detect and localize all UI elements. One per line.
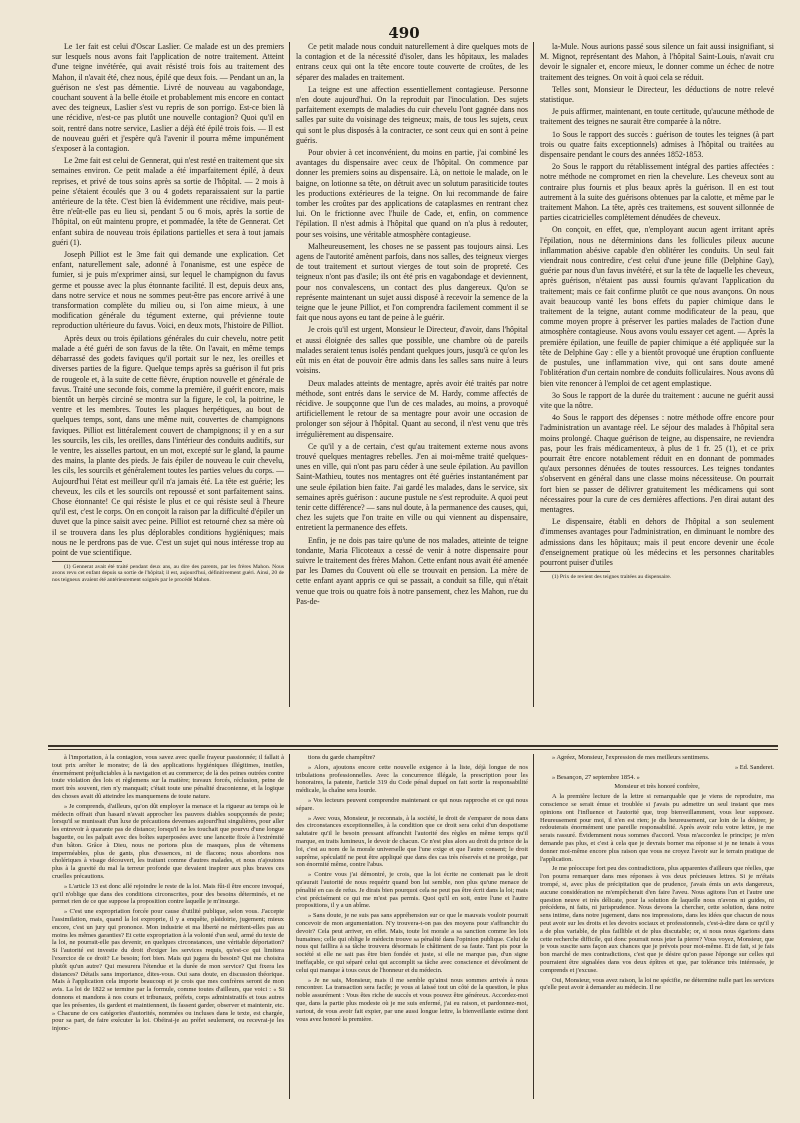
paragraph: 1o Sous le rapport des succès : guérison de toutes les teignes (à part trois ou quatre faits exceptionnels) admises à l'hôpital ou traitées au dispensaire pendant le cours des années 1852-1853. xyxy=(540,129,774,160)
section-rule xyxy=(48,749,778,750)
paragraph: A la première lecture de la lettre si remarquable que je viens de reproduire, ma conscience se serait émue et troublée si j'avais pu admettre un seul instant que mes opinions ont l'influence et l'autorité que, trop bienveillamment, vous leur supposez. Heureusement pour moi, il n'en est rien; je dis heureusement, car loin de la désirer, je redouterais énormément une pareille responsabilité. Après avoir relu votre lettre, je me serais rassuré. Évidemment nous sommes d'accord. Vous m'accordez le principe; je m'en demande pas plus, et c'est à cela que je devrais borner ma réponse si je ne tenais à vous donner moi-même encore plus raison que vous ne croyez l'avoir sur le terrain pratique de l'application. xyxy=(540,793,774,863)
paragraph: » Contre vous j'ai démontré, je crois, que la loi écrite ne contenait pas le droit qu'aurait l'autorité de nous requérir quand bon lui semble, non plus qu'une menace de pénalité en cas de refus. Je dirais bien pourquoi cela ne peut pas être écrit dans la loi; mais c'est précisément ce qui me m'est pas permis. Quoi qu'il en soit, entre l'une et l'autre propositions, il y a un abîme. xyxy=(296,871,528,910)
section-rule xyxy=(48,745,778,747)
paragraph: La teigne est une affection essentiellement contagieuse. Personne n'en doute aujourd'hui. On la reproduit par l'inoculation. Des sujets parfaitement exempts de maladies du cuir chevelu l'ont gagnée dans nos salles par suite du voisinage des teigneux; mais, de tous les sujets, ceux qui sont le plus disposés à la contracter, ce sont ceux qui en sont à peine guéris. xyxy=(296,84,528,145)
top-column-2 xyxy=(296,42,528,700)
paragraph: » Je comprends, d'ailleurs, qu'on dût employer la menace et la rigueur au temps où le médecin offrait d'un hasard n'avait approcher les pauvres diables soupçonnés de peste; lorsqu'il se munissait d'un luxe de précautions devenues aujourd'hui singulières, pour aller les entrevoir à quarante pas de distance; lorsqu'il ne les touchait que pourvu d'une longue baguette, ou les palpait avec des boîtes superposées avec une lancette fixée à l'extrémité d'un bâton. Grâce à Dieu, nous ne portons plus de masques, plus de vêtemens imperméables, plus de gants, plus d'essences, ni de flacons; nous abordons nos cholériques à visage découvert, les traitant comme d'autres malades, et nous n'ajoutons plus à la gravité du mal la terreur profonde que devaient inspirer aux plus braves ces cruelles précautions. xyxy=(52,802,284,880)
paragraph: Je puis affirmer, maintenant, en toute certitude, qu'aucune méthode de traitement des teignes ne saurait être comparée à la nôtre. xyxy=(540,107,774,127)
paragraph: Malheureusement, les choses ne se passent pas toujours ainsi. Les agens de l'autorité amènent parfois, dans nos salles, des teigneux vierges de tout traitement et surtout vierges de tout soin de propreté. Ces teigneux n'ont pas d'asile; ils ont été pris en vagabondage et deviennent, pour nos convalescens, un contact des plus dangereux. Qu'on se représente maintenant un sujet aussi disposé à recevoir la semence de la teigne que le jeune Pilliot, et l'on comprendra facilement comment il se fait que nous ayons eu tant de peine à le guérir. xyxy=(296,241,528,323)
footnote: (1) Prix de revient des teignes traitées au dispensaire. xyxy=(552,574,672,581)
column-divider xyxy=(289,42,290,707)
paragraph: 3o Sous le rapport de la durée du traitement : aucune ne guérit aussi vite que la nôtre. xyxy=(540,390,774,410)
signature: » Ed. Sanderet. xyxy=(734,763,774,771)
paragraph: Enfin, je ne dois pas taire qu'une de nos malades, atteinte de teigne tondante, Maria Flicoteaux a cessé de venir à notre dispensaire pour suivre le traitement des frères Mahon. Cette enfant nous avait été amenée par les Dames du Couvent où elle se trouvait en pension. La mère de cette enfant ayant appris ce qui se passait, a conduit sa fille, qui n'était venue que trois ou quatre fois à notre pansement, chez les Mahon, rue du Pas-de- xyxy=(296,535,528,606)
paragraph: Deux malades atteints de mentagre, après avoir été traités par notre méthode, sont entrés dans le service de M. Hardy, comme affectés de récidive. Je soupçonne que l'un de ces malades, au moins, a provoqué artificiellement le retour de sa mentagre pour avoir une occasion de prolonger son séjour à l'hôpital. Quant au second, il n'est venu que très irrégulièrement au dispensaire. xyxy=(296,378,528,439)
column-divider xyxy=(533,754,534,1099)
paragraph: » Agréez, Monsieur, l'expression de mes meilleurs sentimens. xyxy=(552,754,710,761)
paragraph: à l'importation, à la contagion, vous savez avec quelle frayeur passionnée; il fallait à tout prix arrêter le monstre; de là des applications hygiéniques illégitimes, inutiles, énormément préjudiciables à la navigation et au commerce; de là des peines outrées contre toute violation des lois et règlemens sur la matière; travaux forcés, réclusion, peine de mort très souvent, rien n'y manquait; c'était toute une pénalité draconienne, et la logique des choses avait dû atteindre les manquemens de toute nature. xyxy=(52,754,284,800)
paragraph: la-Mule. Nous aurions passé sous silence un fait aussi insignifiant, si M. Mignot, représentant des Mahon, à l'hôpital Saint-Louis, n'avait cru devoir le signaler et, encore mieux, le donner comme un échec de notre traitement des teignes. On voit à quoi cela se réduit. xyxy=(540,42,774,82)
bottom-column-1 xyxy=(52,754,284,1099)
paragraph: Ce qu'il y a de certain, c'est qu'au traitement externe nous avons trouvé quelques mentagres rebelles. J'en ai moi-même traité quelques-unes en ville, qui n'ont pas paru céder à une seule épilation. Au pavillon Saint-Mathieu, toutes nos mentagres ont été guéries instantanément par une seule épilation bien faite. J'ai gardé les malades, dans le service, six semaines après guérison : aucune pustule ne s'est reproduite. A quoi peut tenir cette différence? — sans nul doute, à la permanence des causes, qui, chez les sujets que l'on traite en ville ou qui viennent au dispensaire, entretient la permanence des effets. xyxy=(296,441,528,533)
column-divider xyxy=(533,42,534,707)
paragraph: Oui, Monsieur, vous avez raison, la loi ne spécifie, ne détermine nulle part les services qu'elle peut avoir à demander au médecin. Il ne xyxy=(540,976,774,992)
dateline: » Besançon, 27 septembre 1854. » xyxy=(552,773,640,781)
paragraph: Joseph Pilliot est le 3me fait qui demande une explication. Cet enfant, naturellement sale, adonné à l'onanisme, est une espèce de fumier, si je puis m'exprimer ainsi, sur lequel le champignon du favus germe et pousse avec la plus étonnante facilité. Il est, depuis deux ans, dans notre service et nous ne sommes peut-être pas encore arrivé à une transformation complète du milieu ou, si l'on aime mieux, à une modification générale du tégument externe, qui prévienne toute reproduction ultérieure du favus. Voici, en deux mots, l'histoire de Pilliot. xyxy=(52,250,284,331)
paragraph: » Je ne sais, Monsieur, mais il me semble qu'ainsi nous sommes arrivés à nous rencontrer. La transaction sera facile; je vous ai laissé tout un côté de la question, le plus noble assurément : Vous êtes riche de succès et vous pouvez être généreux. Accordez-moi que, dans la partie plus modeste où je me suis enfermé, j'ai eu raison, et pardonnez-moi, surtout, de vous avoir fait expier, par une aussi longue lettre, la bienveillante estime dont vous avez honoré la première. xyxy=(296,976,528,1023)
top-column-1 xyxy=(52,42,284,700)
paragraph: » Avec vous, Monsieur, je reconnais, à la société, le droit de s'emparer de nous dans des circonstances exceptionnelles, à la condition que ce droit sera celui d'un despotisme salutaire qu'il le besoin pressant affranchit l'autorité des règles en même temps qu'il marque, en traits lumineux, le devoir de chacun. Ce n'est plus alors au droit du prince de la loi, c'est au nom de la morale universelle que l'une exige et que l'autre consent; le droit suprême, spéculatif ne peut être appliqué que dans des cas très réservés et ne protège, par son énormité même, contre l'abus. xyxy=(296,814,528,869)
paragraph: Le 1er fait est celui d'Oscar Laslier. Ce malade est un des premiers sur lesquels nous avons fait l'application de notre traitement. Atteint d'une teigne invétérée, qui avait résisté trois fois au traitement des Mahon, il n'avait été, chez nous, épilé que deux fois. — Pendant un an, la guérison ne s'est pas démentie. Livré de nouveau au vagabondage, couchant souvent à la belle étoile et probablement mis encore en contact avec des teigneux, Laslier s'est vu repris de son porrigo. Est-ce bien là une récidive, n'est-ce pas plutôt une nouvelle contagion? Quoi qu'il en soit, rentré dans notre service, Laslier a déjà été épilé trois fois. — Il est de nouveau guéri et j'espère qu'à l'avenir il pourra même impunément s'exposer à la contagion. xyxy=(52,42,284,154)
paragraph: On conçoit, en effet, que, n'employant aucun agent irritant après l'épilation, nous ne déterminions dans les follicules pileux aucune inflammation abésive capable d'en oblitérer les conduits. Un seul fait viendrait nous contredire, c'est celui d'une jeune fille (Delphine Gay), guérie par nous d'un favus invétéré, et sur la tête de laquelle les cheveux, après guérison, n'étaient pas aussi fournis qu'avant l'application du traitement; mais ce fait confirme plutôt ce que nous avançons. On nous avait beaucoup vanté les bons effets du papier chimique dans le traitement de la teigne, autant comme modificateur de la peau, que comme moyen propre à préserver les parties malades de l'action d'une atmosphère contagieuse. Nous avons voulu essayer cet agent. — Après la première épilation, une feuille de papier chimique a été appliquée sur la tête de Delphine Gay : elle y a bientôt provoqué une éruption confluente de pustules, une inflammation vive, qui ont sans doute amené l'oblitération d'un certain nombre de conduits folliculaires. Nous avons dû bien vite renoncer à l'emploi de cet agent emplastique. xyxy=(540,225,774,388)
footnote: (1) Gennerat avait été traité pendant deux ans, au dire des parents, par les frères Mahon. Nous avons revu cet enfant depuis sa sortie de l'hôpital; il est, aujourd'hui, définitivement guéri. Ainsi, 20 de nos teigneux avaient été antérieurement soignés par le procédé Mahon. xyxy=(52,564,284,583)
bottom-column-3 xyxy=(540,754,774,1099)
paragraph: 4o Sous le rapport des dépenses : notre méthode offre encore pour l'administration un avantage réel. Le séjour des malades à l'hôpital sera moins prolongé. Chaque guérison de teigne, au dispensaire, ne reviendra pas, pour les frais médicamenteux, à plus de 1 fr. 25 (1), et ce prix pourrait être encore notablement réduit en en donnant de pommades qu'aux personnes dénuées de toutes ressources. Les teignes tondantes s'observent en général dans une classe moins nécessiteuse. On pourrait fort bien se passer de délivrer gratuitement les médicamens qui sont nécessaires pour la cure de ces dernières affections. J'en dirai autant des mentagres. xyxy=(540,413,774,514)
paragraph: » Alors, ajoutons encore cette nouvelle exigence à la liste, déjà longue de nos tribulations professionnelles. Avec la concurrence illégale, la prescription pour les honoraires, la patente, l'article 319 du Code pénal dupuel on fait sortir la responsabilité médicale, la chaîne sera lourde. xyxy=(296,763,528,795)
paragraph: Après deux ou trois épilations générales du cuir chevelu, notre petit malade a été guéri de son favus de la tête. On l'avait, en même temps débarrassé des godets faviques qu'il portait sur le nez, les oreilles et diverses parties de la figure. Quelque temps après sa guérison il fut pris de rougeole et, à la suite de cette fièvre, éruption nouvelle et générale de favus. Traité une seconde fois, comme la première, il guérit encore, mais bientôt un herpès circiné se montra sur la figure, le col, la poitrine, le ventre et les membres. Toutes les plaques herpétiques, au bout de quelques temps, sont, dans une même nuit, couvertes de champignons faviques. Pilliot est littéralement couvert de champignons; il y en a sur les sourcils, les cils, les oreilles, dans l'intérieur des conduits auditifs, sur le ventre, les aisselles partout, en un mot, excepté sur le gland, la paume des mains, la plante des pieds. Je fais épiler de nouveau le cuir chevelu, les cils, les sourcils et généralement toutes les parties velues du corps. — Aujourd'hui l'état est meilleur qu'il n'a jamais été. La tête est guérie; les cheveux, les cils et les sourcils ont repoussé et sont parfaitement sains. Chose étonnante! Ce qui résiste le plus et ce qui résiste seul à l'heure qu'il est, c'est le corps. On en conçoit la raison par la difficulté d'épiler un duvet que la pince saisit avec peine. Pilliot est retourné chez sa mère où il se trouvera dans les plus déplorables conditions hygiéniques; mais nous ne le perdrons pas de vue. C'est un sujet qui nous intéresse trop au point de vue scientifique. xyxy=(52,333,284,557)
paragraph: » L'article 13 est donc allé rejoindre le reste de la loi. Mais fût-il être encore invoqué, qu'il n'oblige que dans des conditions circonscrites, pour des besoins déterminés, et ne permet rien de ce que suppose la proposition contre laquelle je m'insurge. xyxy=(52,882,284,906)
footnote-rule xyxy=(540,571,610,572)
paragraph: Telles sont, Monsieur le Directeur, les déductions de notre relevé statistique. xyxy=(540,84,774,105)
paragraph: 2o Sous le rapport du rétablissement intégral des parties affectées : notre méthode ne compromet en rien la chevelure. Les cheveux sont au contraire plus fournis et plus beaux après la guérison. Il en est tout autrement à la suite des guérisons obtenues par la calotte, et même par le traitement Mahon. La tête, après ces traitemens, est souvent sillonnée de parties cicatricielles complètement dénudées de cheveux. xyxy=(540,162,774,223)
paragraph: Ce petit malade nous conduit naturellement à dire quelques mots de la contagion et de la nécessité d'isoler, dans les hôpitaux, les malades entrans ceux qui ont la tête encore toute couverte de croûtes, de les séparer des malades en traitement. xyxy=(296,42,528,82)
top-column-3 xyxy=(540,42,774,700)
paragraph: tions du garde champêtre? xyxy=(308,754,376,761)
paragraph: Je me préoccupe fort peu des contradictions, plus apparentes d'ailleurs que réelles, que l'on pourra remarquer dans mes réponses à vos deux précieuses lettres. Si je m'étais trompé, si, avec plus de précipitation que de prudence, j'avais émis un avis dangereux, aucune considération ne m'empêcherait d'en faire l'aveu. Nous agitons l'un et l'autre une question neuve et très délicate, pour la solution de laquelle nous n'avons ni guides, ni précédens, ni faits, ni jurisprudence. Nous devons la chercher, cette solution, dans notre sens intime, dans notre jugement, dans nos impressions, dans les idées que chacun de nous peut avoir sur les droits et les devoirs sociaux et professionnels, c'est-à-dire dans ce qu'il y a de plus variable, de plus faillible et de plus discutable; or, si nous nous égarions dans cette recherche difficile, qui donc pourrait nous jeter la pierre? Vous voyez, Monsieur, que je vous suscite sans façon aux chances que je prévois pour moi-même. Et de fait, si je fais bon marché de mes contradictions, c'est que je désire qu'on passe l'éponge sur celles qui pourraient être signalées dans vos deux épîtres et que, par tolérance très intéressée, je comprends et j'excuse. xyxy=(540,865,774,974)
paragraph: Pour obvier à cet inconvénient, du moins en partie, j'ai combiné les avantages du dispensaire avec ceux de l'hôpital. On commence par donner les premiers soins au dispensaire. Là, on nettoie le malade, on le baigne, on lotionne sa tête, on détruit avec un solutum parasiticide toutes les productions extérieures de la teigne. On lui recommande de faire tomber les croûtes par des applications de cataplasmes en rentrant chez lui. On le frictionne avec l'huile de Cade, et, enfin, on commence l'épilation. Il n'est admis à l'hôpital que quand on n'a plus à redouter, pour ses voisins, une véritable atmosphère contagieuse. xyxy=(296,148,528,239)
bottom-column-2 xyxy=(296,754,528,1099)
paragraph: Le dispensaire, établi en dehors de l'hôpital a son seulement d'immenses avantages pour l'administration, en diminuant le nombre des admissions dans les hôpitaux; mais il peut encore devenir une école d'enseignement pratique où les médecins et les personnes charitables pourront puiser d'utiles xyxy=(540,517,774,567)
paragraph: Le 2me fait est celui de Gennerat, qui n'est resté en traitement que six semaines environ. Ce petit malade a été imparfaitement épilé, à deux reprises, et privé de tous soins après sa sortie de l'hôpital. — 2 mois à peine s'étaient écoulés que 3 ou 4 godets reparaissaient sur la partie antérieure de la tête. C'est bien là évidemment une récidive, mais peut-être n'eût-elle pas eu lieu si, pendant 5 ou 6 mois, après la sortie de l'hôpital, on eût maintenu propre, et pommadée, la tête de Gennerat. Cet enfant subira de nouveau trois épilations partielles et sera à tout jamais guéri (1). xyxy=(52,156,284,247)
paragraph: » Sans doute, je ne suis pas sans appréhension sur ce que le mauvais vouloir pourrait concevoir de mon argumentation. N'y trouvera-t-on pas des moyens pour s'affranchir du devoir? Cela peut arriver, en effet. Mais, toute loi morale a sa sanction comme les lois humaines; celle qui oblige le médecin trouve sa pénalité dans l'opinion publique. Celui de nous qui faillira à sa tâche trouvera désormais le châtiment de sa faute. Tant pis pour la société si elle ne sait pas être bien fondée et juste, si elle ne marque pas, d'un signe ineffaçable, ce qui séparé celui qui accomplit sa tâche avec conscience et dévoûment de celui qui manque à tous ceux de l'honneur et du médecin. xyxy=(296,912,528,974)
salutation: Monsieur et très honoré confrère, xyxy=(614,783,700,791)
paragraph: » C'est une expropriation forcée pour cause d'utilité publique, selon vous. J'accepte l'assimilation, mais, quand la loi exproprie, il y a enquête, plaidoirie, jugement; mieux encore, c'est un jury qui prononce. Mon industrie et ma liberté ne méritent-elles pas au moins les mêmes garanties? Et cette expropriation à la volonté d'un seul, armé du texte de la loi, ne pourrait-elle pas devenir, en quelques circonstances, une véritable déportation? Si l'autorité est investie du droit d'exiger les services requis, qu'est-ce qui limitera l'exercice de ce droit? Le besoin; fort bien. Mais qui jugera du besoin? Qui me choisira plutôt qu'un autre? Qui mesurera l'étendue et la durée de mon service? Qui fixera les distances? Détails sans importance, dites-vous. Oui sans doute, en discussion théorique. Mais à l'application cela importe beaucoup et je crois que mes confrères seront de mon avis. La loi de 1822 se termine par la formule, comme toutes d'ailleurs, que voici : « Si donnons et mandons à nos cours et tribunaux, préfets, corps administratifs et tous autres que les présentes, ils gardent et maintiennent, ils fassent garder, observer et maintenir, etc. » Chacune de ces catégories d'autorités, nommées ou incluses dans le texte, est chargée, pour sa part, de faire exécuter la loi. Obéirai-je au préfet seulement, ou recevrai-je les injonc- xyxy=(52,908,284,1033)
paragraph: » Vos lecteurs peuvent comprendre maintenant ce qui nous rapproche et ce qui nous sépare. xyxy=(296,796,528,812)
page-number: 490 xyxy=(388,24,420,42)
paragraph: Je crois qu'il est urgent, Monsieur le Directeur, d'avoir, dans l'hôpital et aussi éloignée des salles que possible, une chambre où de pareils malades seraient tenus isolés pendant quelques jours, jusqu'à ce qu'on les eût mis en état de pouvoir être admis dans les salles sans nuire à leurs voisins. xyxy=(296,325,528,376)
footnote-rule xyxy=(52,561,122,562)
column-divider xyxy=(289,754,290,1099)
